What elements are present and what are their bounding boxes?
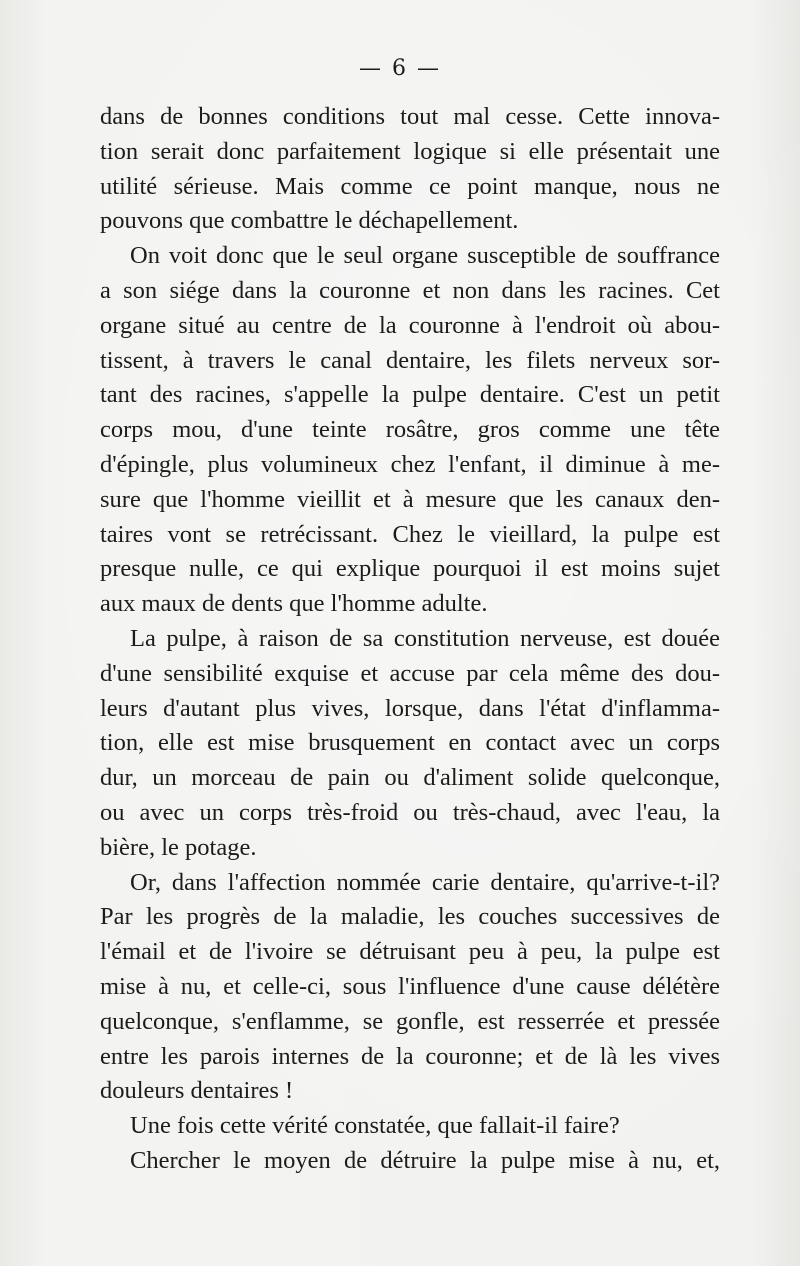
text-line: corps mou, d'une teinte rosâtre, gros comme une tête (100, 416, 720, 444)
text-line: taires vont se retrécissant. Chez le vieillard, la pulpe est (100, 520, 720, 548)
paragraph (100, 239, 720, 622)
text-line: entre les parois internes de la couronne; et de là les vives (100, 1042, 720, 1070)
text-line: presque nulle, ce qui explique pourquoi il est moins sujet (100, 555, 720, 583)
text-line: bière, le potage. (100, 833, 257, 861)
paragraph (100, 100, 720, 239)
paragraph (100, 1109, 720, 1144)
text-line: Par les progrès de la maladie, les couches successives de (100, 903, 720, 931)
paragraph (100, 866, 720, 1110)
text-line: l'émail et de l'ivoire se détruisant peu à peu, la pulpe est (100, 938, 720, 966)
text-line: d'épingle, plus volumineux chez l'enfant, il diminue à me- (100, 450, 720, 478)
text-line: Une fois cette vérité constatée, que fallait-il faire? (130, 1112, 620, 1140)
text-line: tant des racines, s'appelle la pulpe dentaire. C'est un petit (100, 381, 720, 409)
page-number: — 6 — (359, 56, 441, 81)
text-line: quelconque, s'enflamme, se gonfle, est resserrée et pressée (100, 1007, 720, 1035)
text-line: dur, un morceau de pain ou d'aliment solide quelconque, (100, 764, 720, 792)
text-line: Chercher le moyen de détruire la pulpe mise à nu, et, (130, 1146, 720, 1174)
text-line: aux maux de dents que l'homme adulte. (100, 590, 488, 618)
text-line: On voit donc que le seul organe susceptible de souffrance (130, 242, 720, 270)
body-text (100, 100, 720, 1179)
text-line: sure que l'homme vieillit et à mesure que les canaux den- (100, 485, 720, 513)
text-line: tissent, à travers le canal dentaire, les filets nerveux sor- (100, 346, 720, 374)
paragraph (100, 1144, 720, 1179)
text-line: mise à nu, et celle-ci, sous l'influence d'une cause délétère (100, 972, 720, 1000)
text-line: d'une sensibilité exquise et accuse par cela même des dou- (100, 659, 720, 687)
text-line: ou avec un corps très-froid ou très-chaud, avec l'eau, la (100, 798, 720, 826)
text-line: utilité sérieuse. Mais comme ce point manque, nous ne (100, 172, 720, 200)
text-line: pouvons que combattre le déchapellement. (100, 207, 519, 235)
text-line: leurs d'autant plus vives, lorsque, dans l'état d'inflamma- (100, 694, 720, 722)
text-line: Or, dans l'affection nommée carie dentaire, qu'arrive-t-il? (130, 868, 720, 896)
text-line: a son siége dans la couronne et non dans les racines. Cet (100, 276, 720, 304)
text-line: tion serait donc parfaitement logique si elle présentait une (100, 137, 720, 165)
text-line: tion, elle est mise brusquement en contact avec un corps (100, 729, 720, 757)
paragraph (100, 622, 720, 866)
text-line: organe situé au centre de la couronne à l'endroit où abou- (100, 311, 720, 339)
text-line: dans de bonnes conditions tout mal cesse. Cette innova- (100, 103, 720, 130)
text-line: douleurs dentaires ! (100, 1077, 294, 1105)
text-line: La pulpe, à raison de sa constitution nerveuse, est douée (130, 624, 720, 652)
